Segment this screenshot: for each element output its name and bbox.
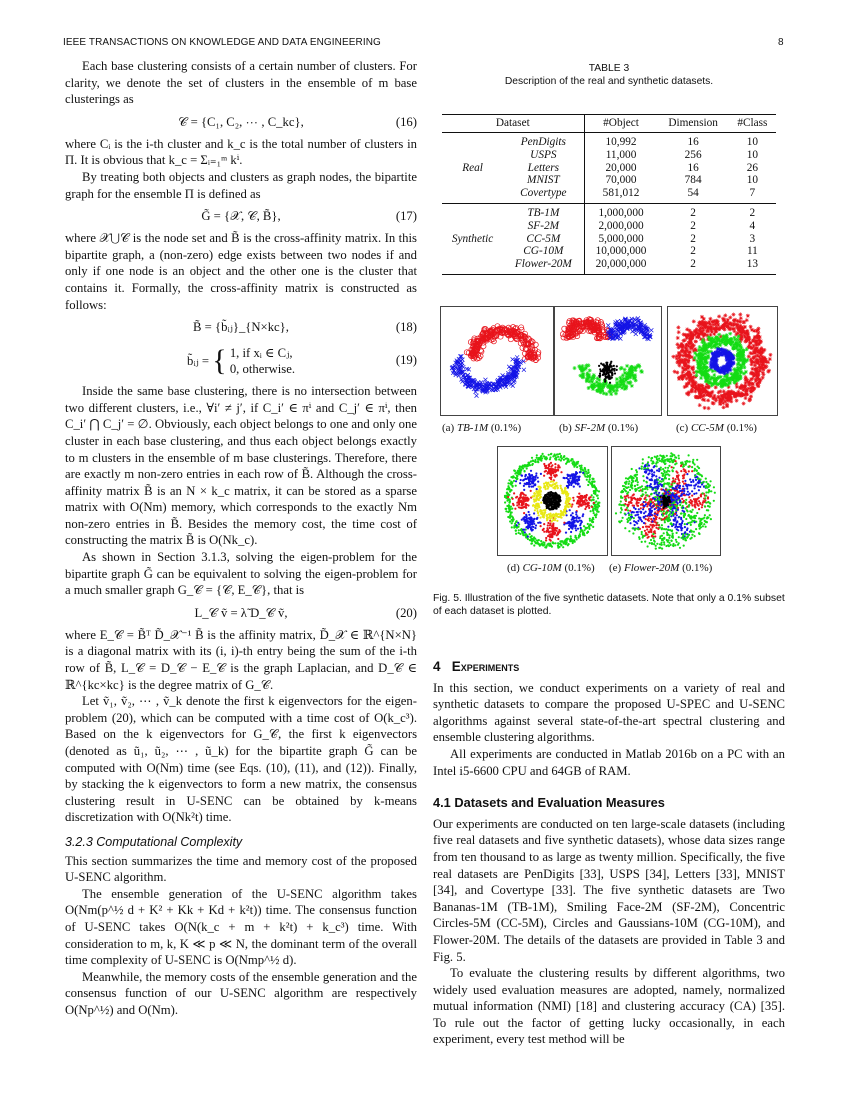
panel-label-b: (b) SF-2M (0.1%)	[559, 422, 639, 434]
table-cell: 10,000,000	[584, 245, 657, 258]
paragraph: As shown in Section 3.1.3, solving the eigen-problem for the bipartite graph G̃ can be equivalent to solving the eigen-problem for a much smaller graph G_𝒞 = {𝒞, E_𝒞}, that is	[65, 550, 417, 598]
scatter-sf-2m	[554, 306, 662, 416]
table-cell: Letters	[527, 161, 560, 174]
table-cell: 10,992	[584, 133, 657, 149]
table-cell: 3	[749, 232, 756, 245]
equation-20: L_𝒞 ṽ = λ̃ D_𝒞 ṽ, (20)	[194, 605, 417, 620]
table-header: Dataset	[495, 117, 530, 129]
equation-16: 𝒞 = {C₁, C₂, ⋯ , C_kc}, (16)	[178, 114, 417, 129]
table-cell: 11	[746, 245, 758, 258]
subsection-heading: 4.1 Datasets and Evaluation Measures	[433, 795, 665, 811]
paragraph: Let ṽ₁, ṽ₂, ⋯ , ṽ_k denote the first k eigenvectors for the eigen-problem (20), which can be computed with a time cost of O(k_c³). Based on the k eigenvectors for G_𝒞, the first k eigenvectors (denoted as ũ₁, ũ₂, ⋯ , ũ_k) for the bipartite graph G̃ can be computed with O(Nm) time (see Eqs. (10), (11), and (12)). Finally, by stacking the k eigenvectors to form a new matrix, the consensus clustering result in U-SENC can be obtained by k-means discretization with O(Nk²t) time.	[65, 694, 417, 825]
panel-label-e: (e) Flower-20M (0.1%)	[609, 562, 713, 574]
panel-label-d: (d) CG-10M (0.1%)	[507, 562, 595, 574]
paragraph: By treating both objects and clusters as graph nodes, the bipartite graph for the ensemble Π is defined as	[65, 169, 417, 201]
table-cell: Covertype	[520, 187, 567, 200]
table-row	[442, 174, 776, 187]
table-cell: Flower-20M	[514, 258, 572, 271]
table-cell: 54	[687, 187, 699, 200]
paragraph: Each base clustering consists of a certain number of clusters. For clarity, we denote the set of clusters in the ensemble of m base clusterings as	[65, 59, 417, 107]
paragraph: Inside the same base clustering, there is no intersection between two different clusters, i.e., ∀i′ ≠ j′, if C_i′ ∈ πⁱ and C_j′ ∈ πⁱ, then C_i′ ⋂ C_j′ = ∅. Obviously, each object belongs to one and only one cluster in each base clustering, and thus each object belongs exactly to m clusters in the ensemble of m base clusterings. Therefore, there are exactly m non-zero entries in each row of B̃. Although the cross-affinity matrix B̃ is an N × k_c matrix, it can be stored as a sparse matrix with O(Nm) memory, which corresponds to the exactly Nm non-zero entries in B̃. Besides the memory cost, the time cost of constructing the matrix B̃ is O(Nk_c).	[65, 384, 417, 548]
table-header: #Object	[584, 115, 657, 133]
group-label: Synthetic	[451, 232, 494, 245]
paragraph: where 𝒳⋃𝒞 is the node set and B̃ is the cross-affinity matrix. In this bipartite graph, a (non-zero) edge exists between two nodes if and only if one node is an object and the other one is the cluster that contains it. Formally, the cross-affinity matrix is constructed as follows:	[65, 231, 417, 312]
scatter-cg-10m	[497, 446, 608, 556]
table-cell: 2	[690, 232, 696, 245]
table-row	[442, 203, 776, 219]
table-cell: TB-1M	[527, 206, 560, 219]
paragraph: All experiments are conducted in Matlab 2016b on a PC with an Intel i5-6600 CPU and 64GB of RAM.	[433, 746, 785, 778]
paragraph: To evaluate the clustering results by different algorithms, two widely used evaluation measures are adopted, namely, normalized mutual information (NMI) [18] and clustering accuracy (CA) [35]. To rule out the factor of getting lucky occasionally, in each experiment, every test method will be	[433, 966, 785, 1047]
table-cell: MNIST	[527, 174, 560, 187]
table-3	[433, 62, 785, 275]
table-cell: 2,000,000	[584, 220, 657, 233]
table-header: #Class	[737, 117, 768, 129]
subsection-heading: 3.2.3 Computational Complexity	[65, 834, 243, 849]
paragraph: In this section, we conduct experiments on a variety of real and synthetic datasets to compare the proposed U-SPEC and U-SENC algorithms against several state-of-the-art spectral clustering and ensemble clustering algorithms.	[433, 680, 785, 745]
table-cell: PenDigits	[520, 136, 566, 148]
table-cell: 7	[749, 187, 756, 200]
page-number: 8	[778, 37, 784, 48]
scatter-cc-5m	[667, 306, 778, 416]
table-cell: 1,000,000	[584, 203, 657, 219]
group-label: Real	[462, 161, 483, 174]
equation-18: B̃ = {b̃ᵢⱼ}_{N×kc}, (18)	[193, 320, 417, 335]
paragraph: Our experiments are conducted on ten large-scale datasets (including five real datasets and five synthetic datasets), whose data sizes range from ten thousand to as large as twenty million. Specifically, the five real datasets are PenDigits [33], USPS [34], Letters [33], MNIST [34], and Covertype [33]. The five synthetic datasets are Two Bananas-1M (TB-1M), Smiling Face-2M (SF-2M), Concentric Circles-5M (CC-5M), Circles and Gaussians-10M (CG-10M), and Flower-20M. The details of the datasets are provided in Table 3 and Fig. 5.	[433, 816, 785, 964]
table-cell: 10	[746, 174, 759, 187]
table-row	[442, 187, 776, 203]
table-cell: USPS	[530, 148, 557, 161]
scatter-tb-1m	[440, 306, 554, 416]
table-row	[442, 258, 776, 274]
journal-header: IEEE TRANSACTIONS ON KNOWLEDGE AND DATA ENGINEERING	[63, 37, 381, 48]
table-cell: CG-10M	[523, 245, 564, 258]
table-cell: 2	[690, 258, 696, 271]
right-column	[433, 653, 785, 1048]
table-row	[442, 133, 776, 149]
table-cell: 256	[684, 148, 702, 161]
table-cell: CC-5M	[526, 232, 561, 245]
table-cell: 70,000	[584, 174, 657, 187]
table-cell: SF-2M	[527, 219, 560, 232]
panel-label-a: (a) TB-1M (0.1%)	[442, 422, 522, 434]
section-heading: 4 Experiments	[433, 659, 520, 674]
table-cell: 20,000	[584, 162, 657, 175]
table-row	[442, 220, 776, 233]
table-cell: 5,000,000	[584, 233, 657, 246]
table-row	[442, 149, 776, 162]
paragraph: Meanwhile, the memory costs of the ensemble generation and the consensus function of our U-SENC algorithm are respectively O(Np^½) and O(Nm).	[65, 969, 417, 1017]
table-cell: 16	[687, 161, 699, 174]
dataset-table	[442, 114, 776, 275]
table-cell: 20,000,000	[584, 258, 657, 274]
figure-caption: Fig. 5. Illustration of the five synthetic datasets. Note that only a 0.1% subset of each dataset is plotted.	[433, 593, 785, 617]
table-cell: 26	[746, 161, 759, 174]
table-row	[442, 233, 776, 246]
paragraph: The ensemble generation of the U-SENC algorithm takes O(Nm(p^½ d + K² + Kk + Kd + k²t)) time. The consensus function of U-SENC takes O(N(k_c + m + k²t) + k_c³) time. With consideration to m, k, K ≪ p ≪ N, the dominant term of the overall time complexity of U-SENC is O(Nmp^½ d).	[65, 886, 417, 968]
table-cell: 4	[749, 219, 756, 232]
panel-label-c: (c) CC-5M (0.1%)	[676, 422, 757, 434]
paragraph: where E_𝒞 = B̃ᵀ D̃_𝒳⁻¹ B̃ is the affinity matrix, D̃_𝒳 ∈ ℝ^{N×N} is a diagonal matrix with its (i, i)-th entry being the sum of the i-th row of B̃, L_𝒞 = D_𝒞 − E_𝒞 is the graph Laplacian, and D_𝒞 ∈ ℝ^{kc×kc} is the degree matrix of G_𝒞.	[65, 627, 417, 692]
table-cell: 2	[690, 219, 696, 232]
scatter-flower-20m	[611, 446, 721, 556]
table-cell: 11,000	[584, 149, 657, 162]
table-cell: 13	[746, 258, 759, 271]
table-cell: 2	[690, 245, 696, 258]
equation-17: G̃ = {𝒳, 𝒞, B̃}, (17)	[201, 209, 417, 224]
table-caption: Description of the real and synthetic datasets.	[504, 76, 714, 87]
table-title: TABLE 3	[588, 63, 630, 74]
table-cell: 581,012	[584, 187, 657, 203]
table-row	[442, 162, 776, 175]
paragraph: This section summarizes the time and memory cost of the proposed U-SENC algorithm.	[65, 853, 417, 885]
table-cell: 10	[746, 148, 759, 161]
table-row	[442, 245, 776, 258]
table-cell: 16	[687, 136, 699, 148]
left-column	[65, 58, 417, 1019]
table-cell: 2	[690, 206, 696, 219]
table-cell: 2	[749, 206, 756, 219]
table-cell: 10	[746, 136, 759, 148]
table-header: Dimension	[668, 117, 718, 129]
equation-19: b̃ᵢⱼ = { 1, if xᵢ ∈ Cⱼ, 0, otherwise. (19)	[186, 344, 417, 378]
table-cell: 784	[684, 174, 702, 187]
paragraph: where Cᵢ is the i-th cluster and k_c is the total number of clusters in Π. It is obvious that k_c = Σᵢ₌₁ᵐ kⁱ.	[65, 136, 417, 168]
